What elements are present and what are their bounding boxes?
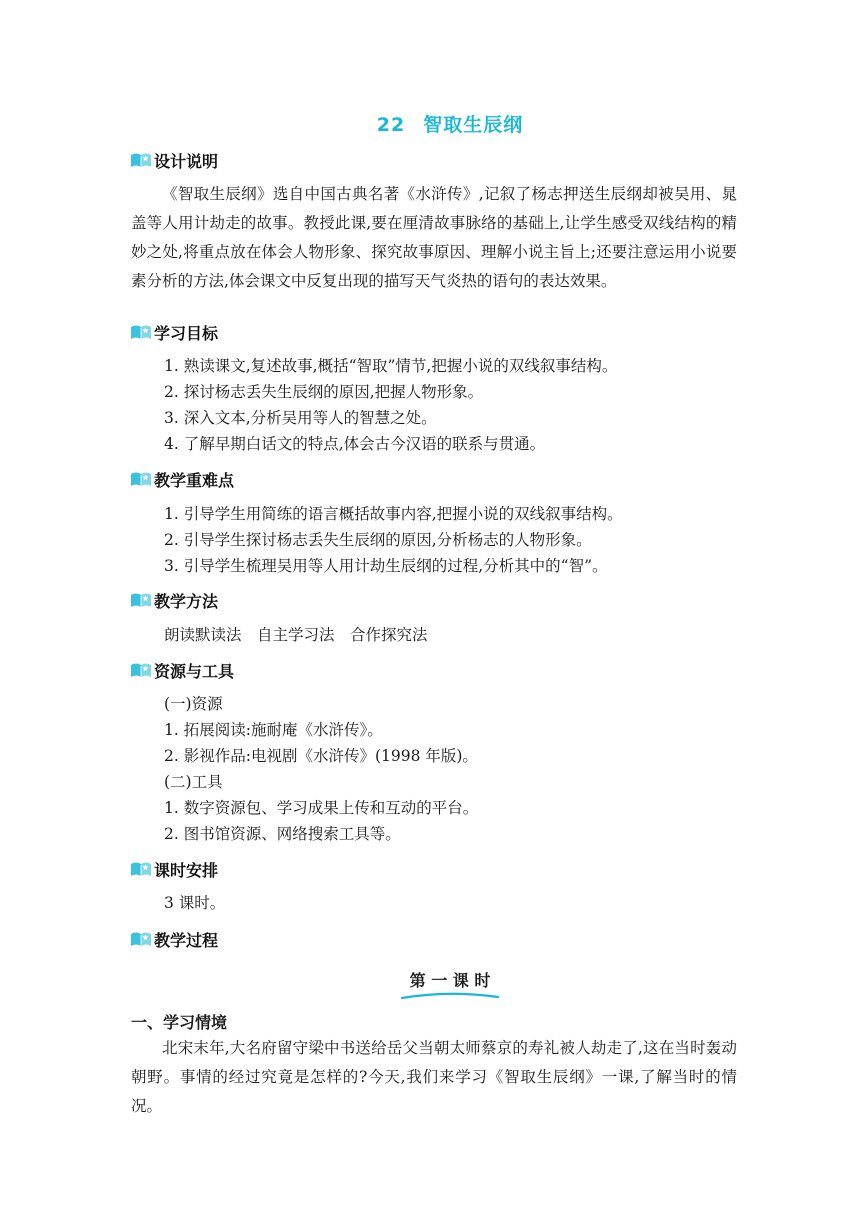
keypoint-item: 1. 引导学生用简练的语言概括故事内容,把握小说的双线叙事结构。	[164, 505, 623, 523]
resource-line: 1. 数字资源包、学习成果上传和互动的平台。	[164, 799, 479, 817]
lesson-number: 22	[376, 114, 406, 136]
section-heading-keypoints	[130, 467, 234, 491]
schedule-text: 3 课时。	[164, 894, 226, 912]
resource-line: (二)工具	[164, 773, 223, 791]
open-book-star-icon	[130, 470, 152, 488]
section-heading-resources	[130, 658, 234, 682]
lesson-title	[0, 110, 860, 137]
resource-line: 1. 拓展阅读:施耐庵《水浒传》。	[164, 721, 383, 739]
objective-item: 3. 深入文本,分析吴用等人的智慧之处。	[164, 409, 437, 427]
objective-item: 1. 熟读课文,复述故事,概括“智取”情节,把握小说的双线叙事结构。	[164, 357, 618, 375]
open-book-star-icon	[130, 591, 152, 609]
part-heading-situation: 一、学习情境	[131, 1013, 228, 1032]
lesson-period-heading	[0, 968, 860, 997]
section-heading-objectives	[130, 320, 218, 344]
open-book-star-icon	[130, 930, 152, 948]
situation-paragraph: 北宋末年,大名府留守梁中书送给岳父当朝太师蔡京的寿礼被人劫走了,这在当时轰动朝野。事情的经过究竟是怎样的?今天,我们来学习《智取生辰纲》一课,了解当时的情况。	[131, 1039, 737, 1115]
section-heading-text: 资源与工具	[154, 661, 235, 681]
section-heading-text: 教学重难点	[154, 470, 235, 490]
section-heading-text: 教学过程	[154, 930, 219, 950]
lesson-title-text: 智取生辰纲	[423, 114, 524, 136]
open-book-star-icon	[130, 323, 152, 341]
keypoint-item: 2. 引导学生探讨杨志丢失生辰纲的原因,分析杨志的人物形象。	[164, 531, 592, 549]
open-book-star-icon	[130, 151, 152, 169]
methods-text: 朗读默读法 自主学习法 合作探究法	[164, 626, 428, 644]
lesson-period-text: 第 一 课 时	[409, 971, 491, 990]
section-heading-methods	[130, 588, 218, 612]
section-heading-process	[130, 927, 218, 951]
objective-item: 4. 了解早期白话文的特点,体会古今汉语的联系与贯通。	[164, 435, 546, 453]
section-heading-text: 学习目标	[154, 323, 219, 343]
objective-item: 2. 探讨杨志丢失生辰纲的原因,把握人物形象。	[164, 383, 484, 401]
resource-line: 2. 图书馆资源、网络搜索工具等。	[164, 825, 401, 843]
resource-line: (一)资源	[164, 695, 223, 713]
section-heading-text: 教学方法	[154, 591, 219, 611]
section-heading-schedule	[130, 857, 218, 881]
design-paragraph: 《智取生辰纲》选自中国古典名著《水浒传》,记叙了杨志押送生辰纲却被吴用、晁盖等人用计劫走的故事。教授此课,要在厘清故事脉络的基础上,让学生感受双线结构的精妙之处,将重点放在体会人物形象、探究故事原因、理解小说主旨上;还要注意运用小说要素分析的方法,体会课文中反复出现的描写天气炎热的语句的表达效果。	[131, 185, 737, 290]
resource-line: 2. 影视作品:电视剧《水浒传》(1998 年版)。	[164, 747, 478, 765]
section-heading-design	[130, 148, 218, 172]
keypoint-item: 3. 引导学生梳理吴用等人用计劫生辰纲的过程,分析其中的“智”。	[164, 557, 608, 575]
swoosh-underline-decoration	[400, 991, 500, 1001]
section-heading-text: 课时安排	[154, 860, 219, 880]
open-book-star-icon	[130, 661, 152, 679]
open-book-star-icon	[130, 860, 152, 878]
section-heading-text: 设计说明	[154, 151, 219, 171]
